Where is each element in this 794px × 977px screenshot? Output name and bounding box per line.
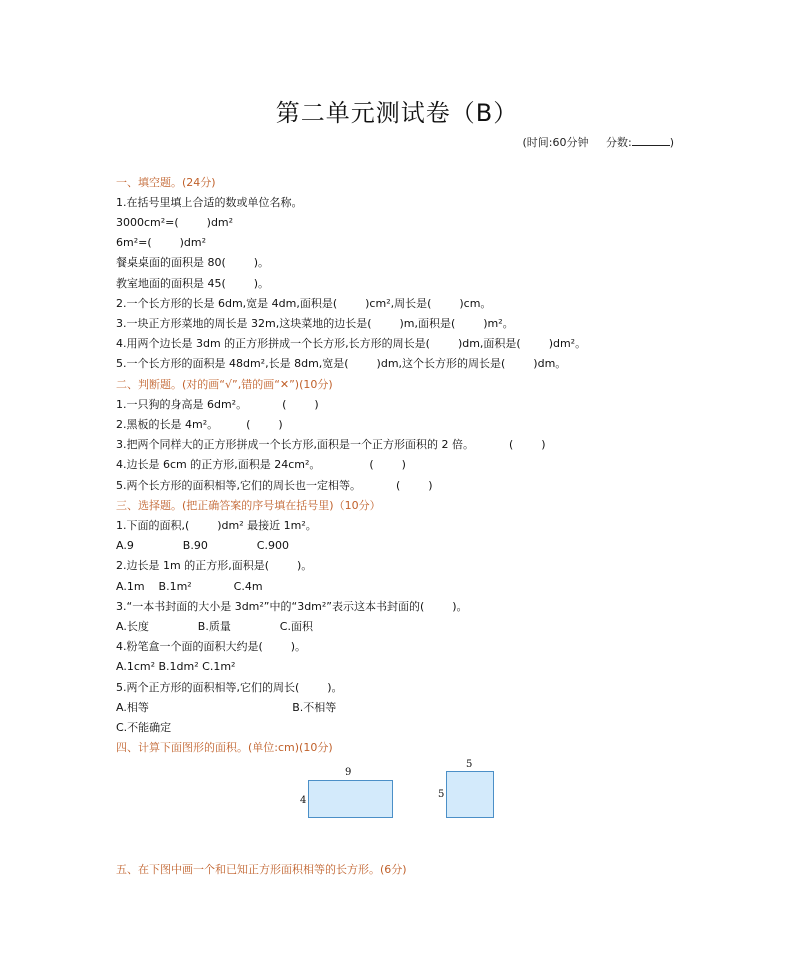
question-line: 1.一只狗的身高是 6dm²。 ( ) — [116, 398, 319, 411]
question-line: A.1m B.1m² C.4m — [116, 580, 263, 593]
square-top-label: 5 — [466, 759, 473, 770]
question-line: 1.在括号里填上合适的数或单位名称。 — [116, 196, 303, 209]
question-line: A.长度 B.质量 C.面积 — [116, 620, 313, 633]
question-line: 3.一块正方形菜地的周长是 32m,这块菜地的边长是( )m,面积是( )m²。 — [116, 317, 514, 330]
square-side-label: 5 — [438, 789, 445, 800]
question-line: 4.边长是 6cm 的正方形,面积是 24cm²。 ( ) — [116, 458, 406, 471]
question-line: A.相等 B.不相等 — [116, 701, 337, 714]
rectangle-width-label: 9 — [345, 767, 352, 778]
question-line: 教室地面的面积是 45( )。 — [116, 277, 270, 290]
score-label: 分数: — [605, 136, 632, 149]
question-line: 3000cm²=( )dm² — [116, 216, 234, 229]
question-line: 1.下面的面积,( )dm² 最接近 1m²。 — [116, 519, 317, 532]
square-figure — [446, 771, 494, 818]
score-blank — [632, 135, 670, 146]
question-line: A.1cm² B.1dm² C.1m² — [116, 660, 236, 673]
question-line: 5.一个长方形的面积是 48dm²,长是 8dm,宽是( )dm,这个长方形的周长是( )dm。 — [116, 357, 567, 370]
question-line: 5.两个长方形的面积相等,它们的周长也一定相等。 ( ) — [116, 479, 433, 492]
question-line: 2.一个长方形的长是 6dm,宽是 4dm,面积是( )cm²,周长是( )cm。 — [116, 297, 492, 310]
section-area-calc: 四、计算下面图形的面积。(单位:cm)(10分) — [116, 741, 333, 754]
section-multiple-choice: 三、选择题。(把正确答案的序号填在括号里)（10分） — [116, 499, 381, 512]
exam-meta — [523, 134, 675, 150]
question-line: 4.粉笔盒一个面的面积大约是( )。 — [116, 640, 307, 653]
question-line: 6m²=( )dm² — [116, 236, 207, 249]
question-line: A.9 B.90 C.900 — [116, 539, 289, 552]
section-draw-rectangle: 五、在下图中画一个和已知正方形面积相等的长方形。(6分) — [116, 863, 407, 876]
question-line: 2.边长是 1m 的正方形,面积是( )。 — [116, 559, 313, 572]
section-true-false: 二、判断题。(对的画“√”,错的画“✕”)(10分) — [116, 378, 333, 391]
rectangle-figure — [308, 780, 393, 818]
question-line: 4.用两个边长是 3dm 的正方形拼成一个长方形,长方形的周长是( )dm,面积是( )dm²。 — [116, 337, 587, 350]
question-line: 2.黑板的长是 4m²。 ( ) — [116, 418, 283, 431]
time-label: (时间:60分钟 — [522, 136, 589, 149]
question-line: 3.“一本书封面的大小是 3dm²”中的“3dm²”表示这本书封面的( )。 — [116, 600, 468, 613]
page-title: 第二单元测试卷（B） — [275, 99, 519, 127]
question-line: 3.把两个同样大的正方形拼成一个长方形,面积是一个正方形面积的 2 倍。 ( ) — [116, 438, 546, 451]
question-line: C.不能确定 — [116, 721, 172, 734]
section-fill-in: 一、填空题。(24分) — [116, 176, 216, 189]
meta-close: ) — [669, 136, 674, 149]
question-line: 餐桌桌面的面积是 80( )。 — [116, 256, 270, 269]
rectangle-height-label: 4 — [300, 795, 307, 806]
question-line: 5.两个正方形的面积相等,它们的周长( )。 — [116, 681, 343, 694]
